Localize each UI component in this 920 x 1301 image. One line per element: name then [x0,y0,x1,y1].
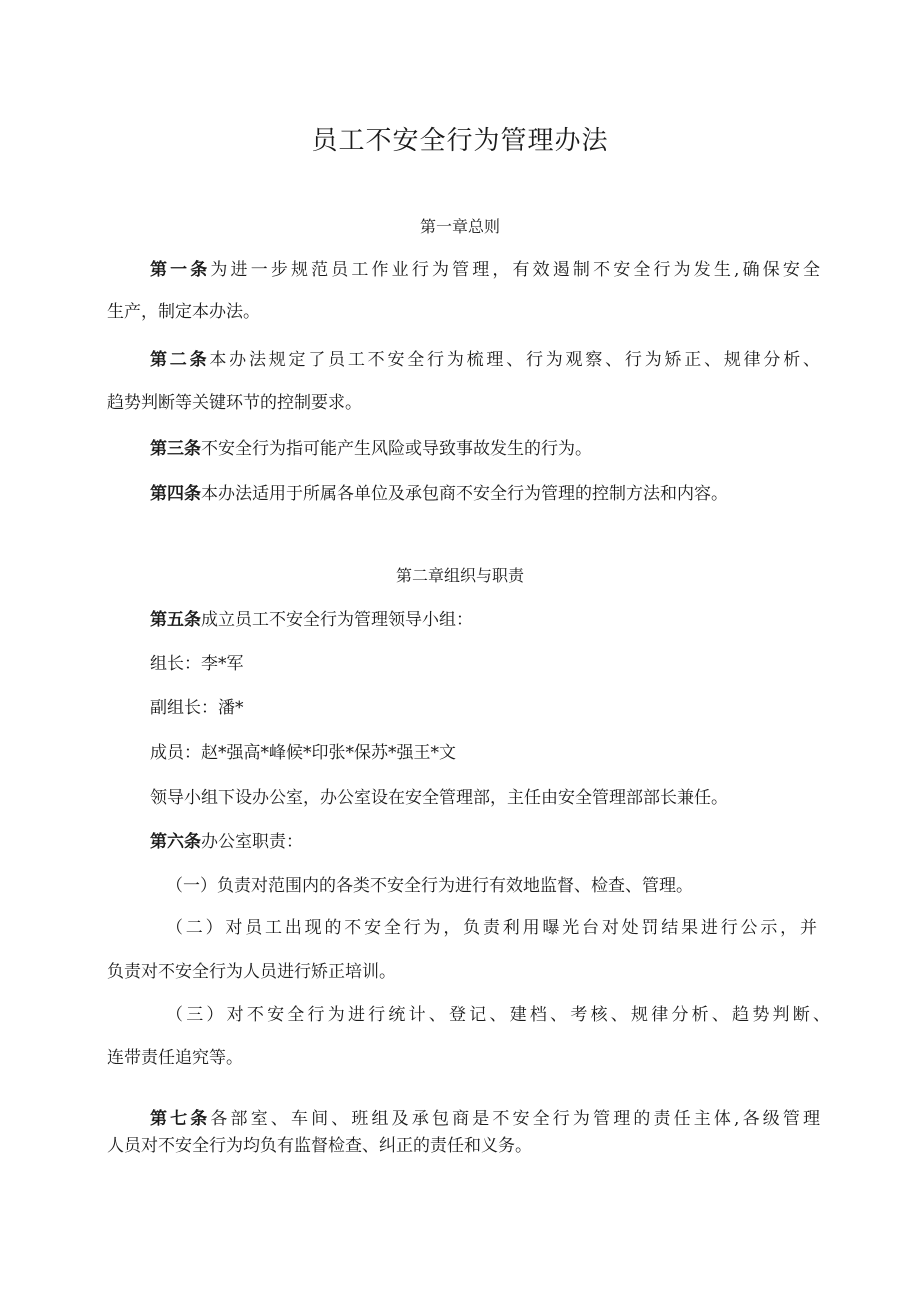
article-4-text: 本办法适用于所属各单位及承包商不安全行为管理的控制方法和内容。 [201,484,728,504]
document-title: 员工不安全行为管理办法 [311,126,609,156]
group-leader: 组长：李*军 [150,654,244,674]
duty-2-line-1: （二）对员工出现的不安全行为，负责利用曝光台对处罚结果进行公示，并 [166,918,817,938]
article-1-line-2: 生产，制定本办法。 [107,302,260,322]
group-members: 成员：赵*强高*峰候*印张*保苏*强王*文 [150,743,456,763]
chapter-2-heading: 第二章组织与职责 [395,566,524,585]
article-2-text: 本办法规定了员工不安全行为梳理、行为观察、行为矫正、规律分析、 [209,350,821,370]
office-setup: 领导小组下设办公室，办公室设在安全管理部，主任由安全管理部部长兼任。 [150,788,728,808]
duty-3-line-2: 连带责任追究等。 [107,1048,243,1068]
article-1-line-1 [150,256,820,284]
chapter-1-heading: 第一章总则 [419,217,500,236]
article-3-label: 第三条 [150,439,201,459]
article-2-line-2: 趋势判断等关键环节的控制要求。 [107,393,362,413]
article-1-label: 第一条 [150,260,211,280]
article-3-text: 不安全行为指可能产生风险或导致事故发生的行为。 [201,439,592,459]
article-7-text: 各部室、车间、班组及承包商是不安全行为管理的责任主体,各级管理 [210,1109,821,1129]
duty-3-line-1: （三）对不安全行为进行统计、登记、建档、考核、规律分析、趋势判断、 [166,1005,830,1025]
duty-2-line-2: 负责对不安全行为人员进行矫正培训。 [107,962,396,982]
article-2-line-1 [150,346,820,374]
duty-1: （一）负责对范围内的各类不安全行为进行有效地监督、检查、管理。 [166,876,693,896]
article-3 [150,435,592,463]
article-7-label: 第七条 [150,1109,211,1129]
article-5 [150,606,473,634]
article-1-text: 为进一步规范员工作业行为管理，有效遏制不安全行为发生,确保安全 [210,260,821,280]
article-6-text: 办公室职责： [201,832,303,852]
article-6-label: 第六条 [150,832,201,852]
article-5-label: 第五条 [150,610,201,630]
article-5-text: 成立员工不安全行为管理领导小组： [201,610,473,630]
article-4 [150,480,728,508]
group-vice-leader: 副组长：潘* [150,698,244,718]
article-7-line-2: 人员对不安全行为均负有监督检查、纠正的责任和义务。 [107,1136,532,1156]
article-4-label: 第四条 [150,484,201,504]
article-6 [150,828,303,856]
article-2-label: 第二条 [150,350,210,370]
article-7-line-1 [150,1105,820,1133]
